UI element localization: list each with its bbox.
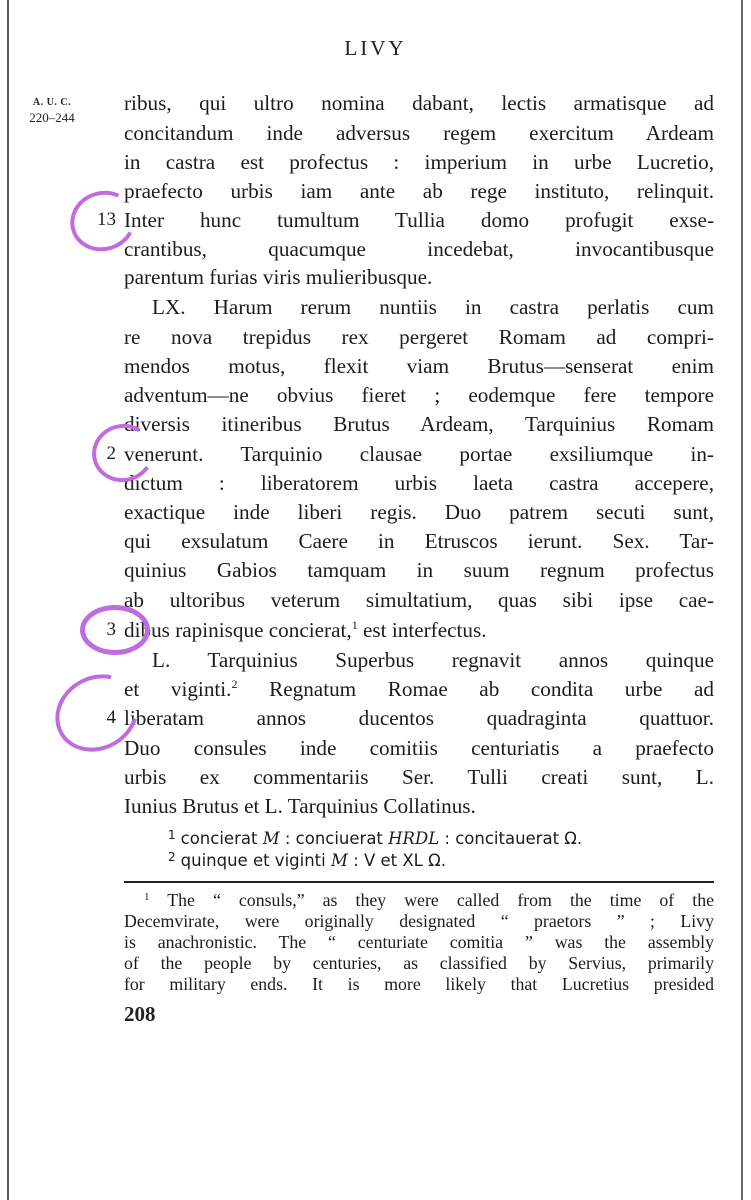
text-line: parentum furias viris mulieribusque. — [124, 265, 433, 289]
side-note-years: 220–244 — [29, 110, 75, 125]
text-line: Duo consules inde comitiis centuriatis a praefecto — [124, 736, 714, 760]
apparatus-text: : V et XL Ω. — [353, 851, 446, 870]
text-line: Inter hunc tumultum Tullia domo profugit exse- — [124, 208, 714, 232]
text-line: re nova trepidus rex pergeret Romam ad compri- — [124, 325, 714, 349]
apparatus-entry — [168, 850, 708, 872]
page-left-border — [7, 0, 9, 1200]
text-line — [124, 615, 714, 645]
text-line: ab ultoribus veterum simultatium, quas sibi ipse cae- — [124, 588, 714, 612]
footnote-line: Decemvirate, were originally designated “ praetors ” ; Livy — [124, 911, 714, 931]
footnote-line: for military ends. It is more likely that Lucretius presided — [124, 974, 714, 994]
text-line: L. Tarquinius Superbus regnavit annos quinque — [152, 648, 714, 672]
footnote-line — [124, 890, 714, 910]
note-ref-1: 1 — [351, 618, 358, 632]
text-line: quinius Gabios tamquam in suum regnum profectus — [124, 558, 714, 582]
page-number: 208 — [124, 1002, 156, 1026]
apparatus-text: : conciuerat — [284, 829, 383, 848]
text-fragment: et viginti. — [124, 677, 232, 701]
footnote-ref: 1 — [144, 891, 150, 903]
apparatus-number: 1 — [168, 828, 176, 842]
text-fragment: dibus rapinisque concierat, — [124, 618, 352, 642]
section-number: 3 — [106, 619, 116, 640]
apparatus-entry — [168, 828, 708, 850]
side-note-label: A. U. C. — [32, 97, 72, 108]
apparatus-text: quinque et viginti — [180, 851, 326, 870]
apparatus-number: 2 — [168, 850, 176, 864]
manuscript-siglum: M — [330, 851, 348, 870]
text-line: diversis itineribus Brutus Ardeam, Tarquinius Romam — [124, 412, 714, 436]
text-line: liberatam annos ducentos quadraginta quattuor. — [124, 706, 714, 730]
text-line: ribus, qui ultro nomina dabant, lectis armatisque ad — [124, 91, 714, 115]
text-line: mendos motus, flexit viam Brutus—senserat enim — [124, 354, 714, 378]
apparatus-text: concierat — [180, 829, 258, 848]
side-note-date — [14, 95, 90, 125]
section-number: 2 — [106, 443, 116, 464]
text-line: dictum : liberatorem urbis laeta castra accepere, — [124, 471, 714, 495]
text-fragment: est interfectus. — [363, 618, 487, 642]
note-ref-2: 2 — [231, 677, 238, 691]
text-line: crantibus, quacumque incedebat, invocantibusque — [124, 237, 714, 261]
section-number: 13 — [97, 209, 116, 230]
text-line: qui exsulatum Caere in Etruscos ierunt. Sex. Tar- — [124, 529, 714, 553]
text-line — [124, 674, 714, 704]
footnote-line: of the people by centuries, as classified by Servius, primarily — [124, 953, 714, 973]
text-line: venerunt. Tarquinio clausae portae exsiliumque in- — [124, 442, 714, 466]
text-line: urbis ex commentariis Ser. Tulli creati sunt, L. — [124, 765, 714, 789]
text-line: LX. Harum rerum nuntiis in castra perlatis cum — [152, 295, 714, 319]
manuscript-siglum: M — [262, 829, 280, 848]
text-fragment: Regnatum Romae ab condita urbe ad — [269, 677, 715, 701]
running-head: LIVY — [344, 36, 407, 60]
text-line: in castra est profectus : imperium in urbe Lucretio, — [124, 150, 714, 174]
text-line: concitandum inde adversus regem exercitum Ardeam — [124, 121, 714, 145]
section-number: 4 — [106, 707, 116, 728]
text-line: praefecto urbis iam ante ab rege instituto, relinquit. — [124, 179, 714, 203]
page-right-border — [741, 0, 743, 1200]
text-line: exactique inde liberi regis. Duo patrem secuti sunt, — [124, 500, 714, 524]
footnote-line: is anachronistic. The “ centuriate comitia ” was the assembly — [124, 932, 714, 952]
footnote-rule — [124, 881, 714, 883]
apparatus-text: : concitauerat Ω. — [444, 829, 583, 848]
annotation-circle — [80, 605, 150, 655]
text-line: Iunius Brutus et L. Tarquinius Collatinus. — [124, 794, 476, 818]
footnote-text: The “ consuls,” as they were called from the time of the — [167, 890, 715, 910]
text-line: adventum—ne obvius fieret ; eodemque fere tempore — [124, 383, 714, 407]
manuscript-siglum: HRDL — [388, 829, 440, 848]
